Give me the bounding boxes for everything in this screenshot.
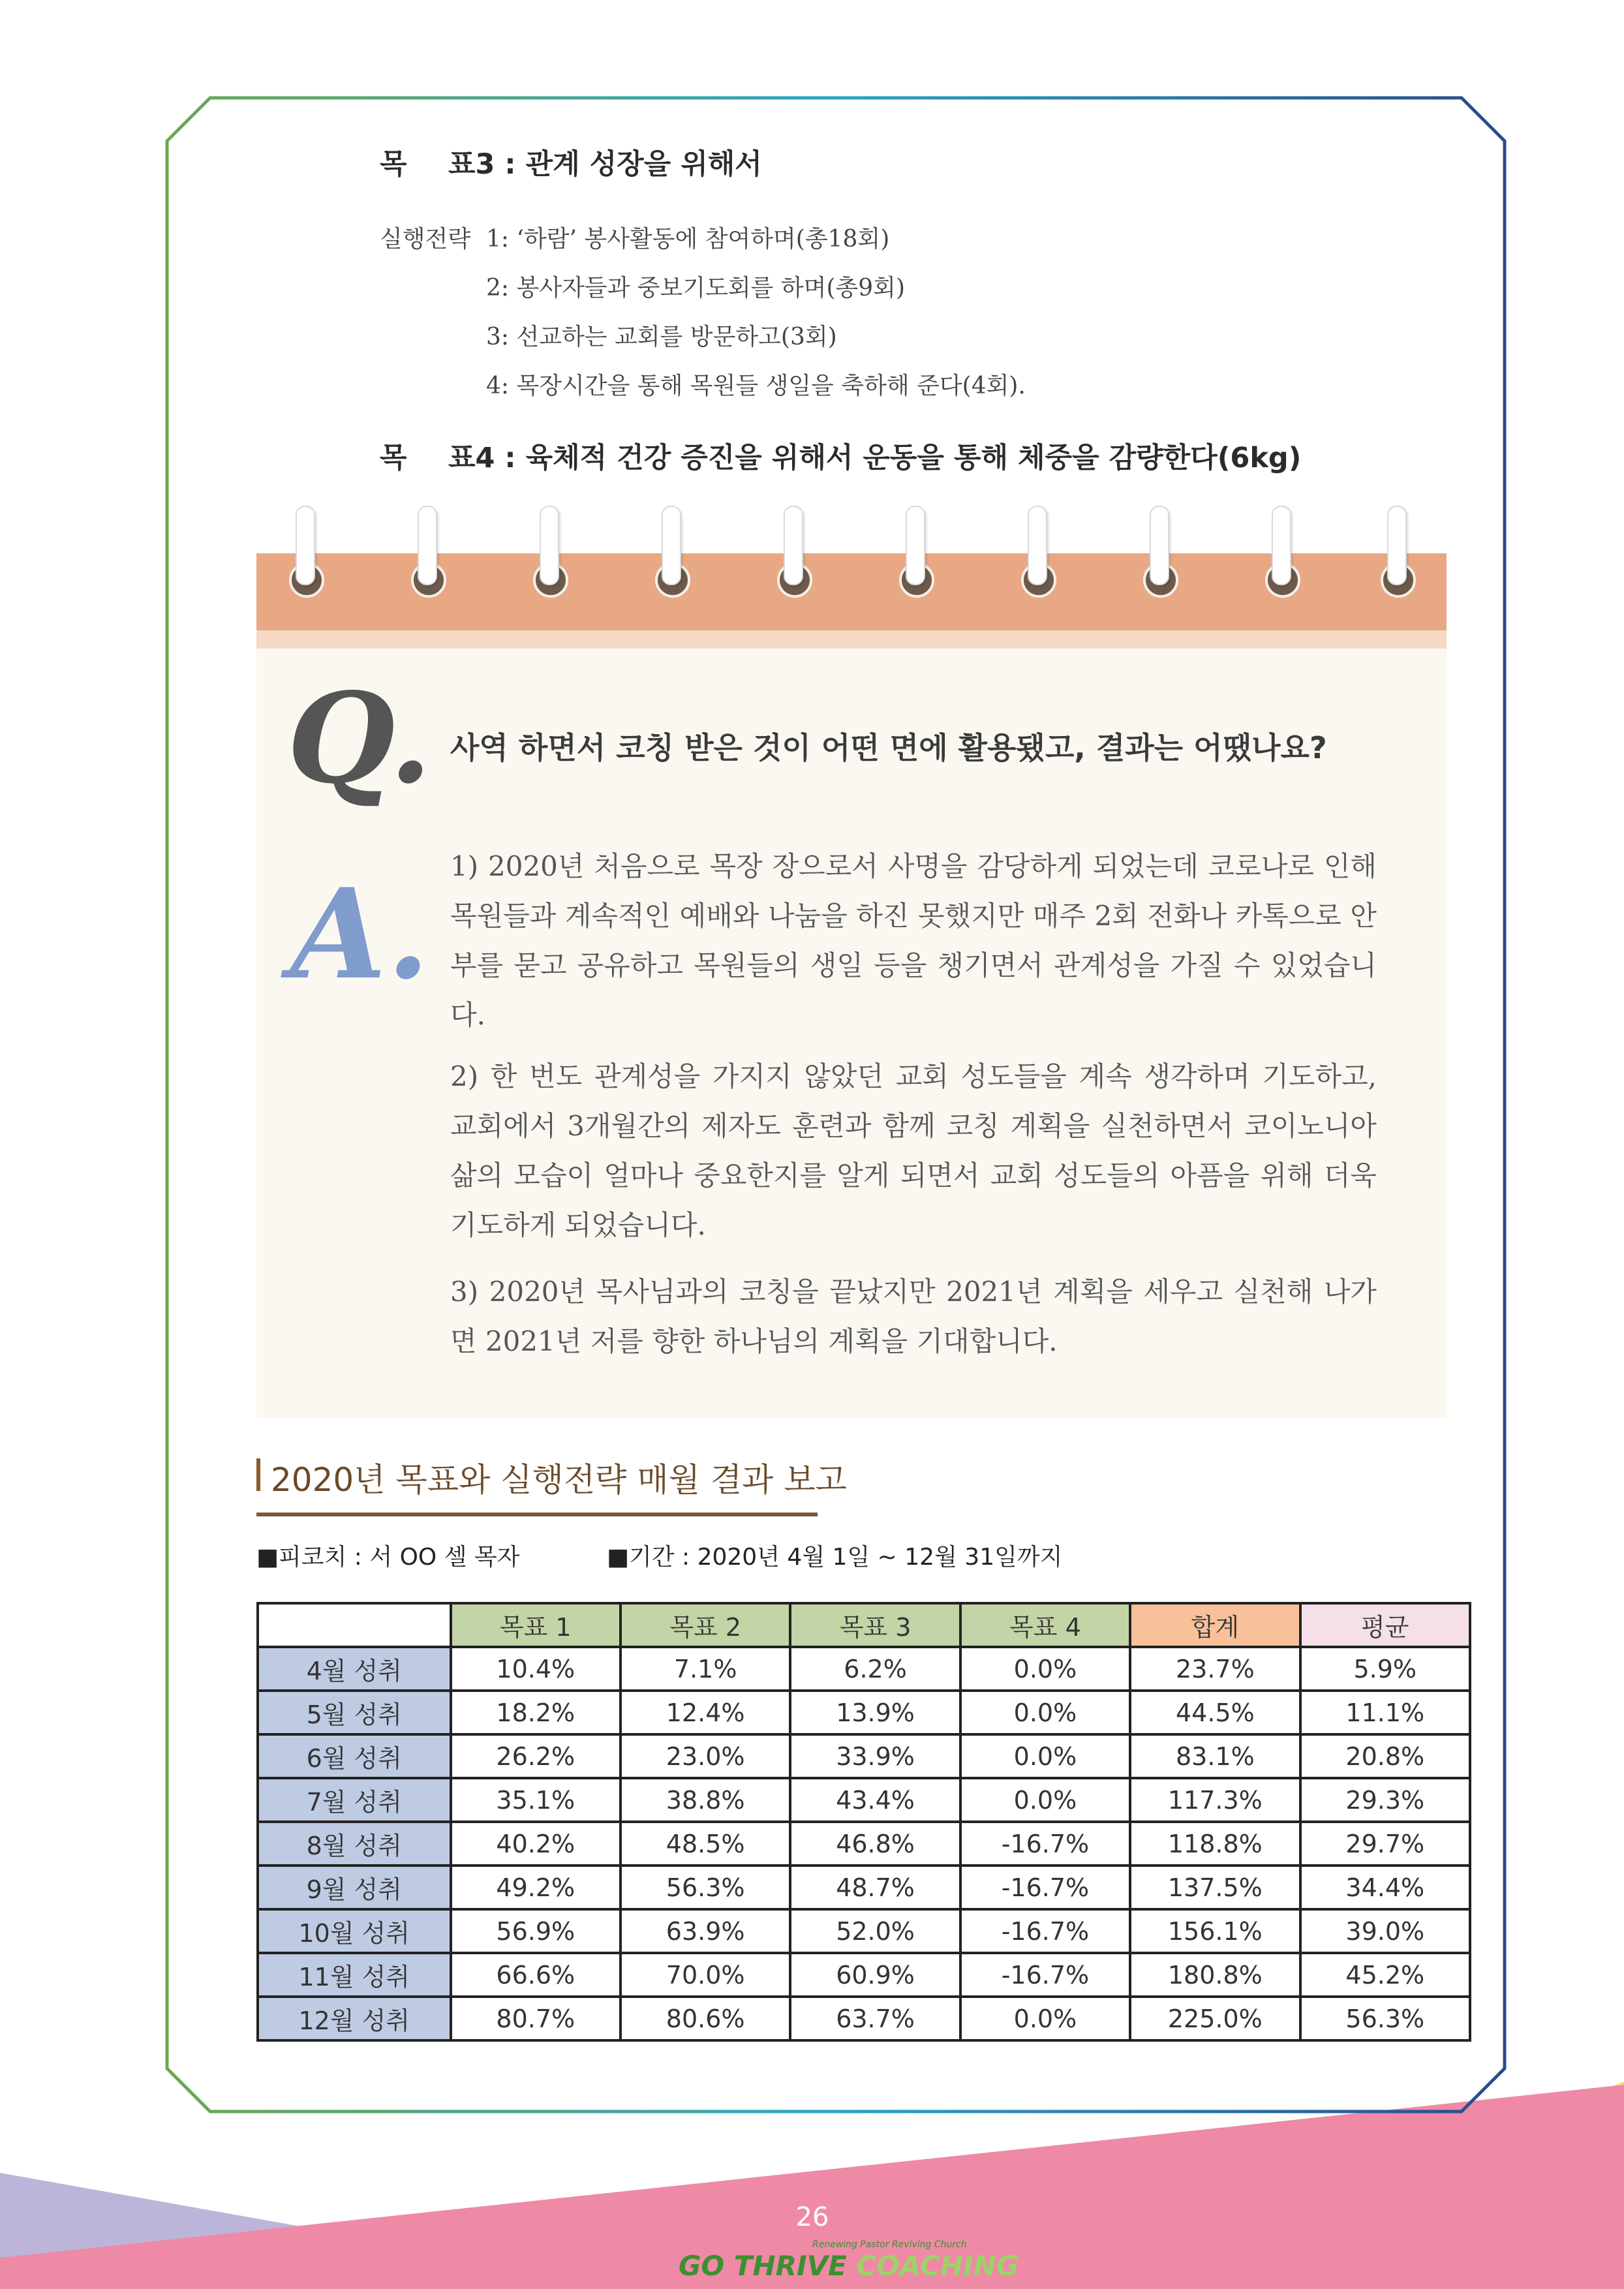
table-cell: 48.5%: [620, 1822, 790, 1866]
table-cell: 180.8%: [1130, 1953, 1300, 1997]
table-cell: 11.1%: [1300, 1691, 1470, 1734]
header-goal-1: 목표 1: [451, 1603, 620, 1647]
table-row: [258, 1691, 1470, 1734]
table-cell: 34.4%: [1300, 1866, 1470, 1909]
table-cell: 6.2%: [790, 1647, 960, 1691]
header-total: 합계: [1130, 1603, 1300, 1647]
answer-paragraph-3: 3) 2020년 목사님과의 코칭을 끝났지만 2021년 계획을 세우고 실천해 나가면 2021년 저를 향한 하나님의 계획을 기대합니다.: [450, 1276, 1377, 1357]
answer-paragraph-2: 2) 한 번도 관계성을 가지지 않았던 교회 성도들을 계속 생각하며 기도하고, 교회에서 3개월간의 제자도 훈련과 함께 코칭 계획을 실천하면서 코이노니아 삶의 모습이 얼마나 중요한지를 알게 되면서 교회 성도들의 아픔을 위해 더욱 기도하게 되었습니다.: [450, 1060, 1377, 1241]
table-cell: -16.7%: [960, 1822, 1130, 1866]
table-cell: 63.9%: [620, 1909, 790, 1953]
row-label: 7월 성취: [258, 1778, 451, 1822]
row-label: 5월 성취: [258, 1691, 451, 1734]
header-average: 평균: [1300, 1603, 1470, 1647]
header-goal-2: 목표 2: [620, 1603, 790, 1647]
table-cell: 63.7%: [790, 1997, 960, 2040]
table-cell: 80.6%: [620, 1997, 790, 2040]
table-header-row: [258, 1603, 1470, 1647]
table-cell: 80.7%: [451, 1997, 620, 2040]
row-label: 11월 성취: [258, 1953, 451, 1997]
table-row: [258, 1953, 1470, 1997]
table-cell: 5.9%: [1300, 1647, 1470, 1691]
a-letter: A.: [290, 861, 430, 1007]
table-cell: 0.0%: [960, 1997, 1130, 2040]
table-cell: 23.7%: [1130, 1647, 1300, 1691]
row-label: 8월 성취: [258, 1822, 451, 1866]
table-cell: 60.9%: [790, 1953, 960, 1997]
table-cell: 0.0%: [960, 1691, 1130, 1734]
row-label: 4월 성취: [258, 1647, 451, 1691]
table-cell: -16.7%: [960, 1909, 1130, 1953]
table-cell: 29.3%: [1300, 1778, 1470, 1822]
goal3-title: [380, 142, 762, 182]
calendar-header-edge: [256, 630, 1447, 649]
ring: [1387, 506, 1407, 585]
goal4-title: [380, 436, 1301, 476]
coachee-info: ■피코치 : 서 OO 셀 목자: [256, 1544, 520, 1571]
q-letter: Q.: [287, 666, 433, 811]
answer-paragraph-1: 1) 2020년 처음으로 목장 장으로서 사명을 감당하게 되었는데 코로나로 인해 목원들과 계속적인 예배와 나눔을 하진 못했지만 매주 2회 전화나 카톡으로 안부를 묻고 공유하고 목원들의 생일 등을 챙기면서 관계성을 가질 수 있었습니다.: [450, 850, 1377, 1031]
table-row: [258, 1909, 1470, 1953]
brand-logo: [679, 2250, 1019, 2282]
row-label: 9월 성취: [258, 1866, 451, 1909]
table-cell: 49.2%: [451, 1866, 620, 1909]
header-corner: [258, 1603, 451, 1647]
table-row: [258, 1647, 1470, 1691]
table-row: [258, 1734, 1470, 1778]
table-cell: 66.6%: [451, 1953, 620, 1997]
table-cell: 48.7%: [790, 1866, 960, 1909]
table-cell: 29.7%: [1300, 1822, 1470, 1866]
table-cell: 23.0%: [620, 1734, 790, 1778]
goal3-text: 표3 : 관계 성장을 위해서: [448, 148, 762, 181]
table-cell: 118.8%: [1130, 1822, 1300, 1866]
table-cell: 70.0%: [620, 1953, 790, 1997]
brand-tagline: Renewing Pastor Reviving Church: [812, 2239, 967, 2250]
row-label: 6월 성취: [258, 1734, 451, 1778]
table-cell: 0.0%: [960, 1734, 1130, 1778]
table-cell: 52.0%: [790, 1909, 960, 1953]
report-table: [256, 1602, 1471, 2042]
table-cell: 26.2%: [451, 1734, 620, 1778]
page-number: 26: [795, 2202, 829, 2232]
header-goal-3: 목표 3: [790, 1603, 960, 1647]
table-cell: 137.5%: [1130, 1866, 1300, 1909]
period-info: ■기간 : 2020년 4월 1일 ~ 12월 31일까지: [607, 1544, 1063, 1571]
goal4-prefix: 목: [380, 442, 407, 474]
ring: [296, 506, 315, 585]
report-title: [256, 1454, 847, 1501]
section-underline: [256, 1513, 818, 1516]
strategy-item-3: 3: 선교하는 교회를 방문하고(3회): [486, 324, 837, 350]
table-cell: 56.9%: [451, 1909, 620, 1953]
ring: [784, 506, 803, 585]
table-cell: 43.4%: [790, 1778, 960, 1822]
strategy-label: 실행전략: [380, 226, 471, 253]
row-label: 10월 성취: [258, 1909, 451, 1953]
brand-sub: COACHING: [856, 2250, 1019, 2282]
table-cell: 13.9%: [790, 1691, 960, 1734]
ring: [1272, 506, 1291, 585]
table-body: [258, 1647, 1470, 2040]
table-cell: 56.3%: [620, 1866, 790, 1909]
ring: [1028, 506, 1047, 585]
table-cell: 33.9%: [790, 1734, 960, 1778]
table-cell: 83.1%: [1130, 1734, 1300, 1778]
ring: [906, 506, 925, 585]
table-row: [258, 1778, 1470, 1822]
goal4-text: 표4 : 육체적 건강 증진을 위해서 운동을 통해 체중을 감량한다(6kg): [448, 442, 1302, 474]
table-cell: 225.0%: [1130, 1997, 1300, 2040]
ring: [540, 506, 559, 585]
table-cell: 40.2%: [451, 1822, 620, 1866]
table-cell: 38.8%: [620, 1778, 790, 1822]
table-cell: 0.0%: [960, 1647, 1130, 1691]
table-cell: -16.7%: [960, 1866, 1130, 1909]
table-cell: 39.0%: [1300, 1909, 1470, 1953]
strategy-item-1: 1: ‘하람’ 봉사활동에 참여하며(총18회): [486, 226, 890, 253]
table-row: [258, 1866, 1470, 1909]
ring: [1150, 506, 1169, 585]
table-cell: 44.5%: [1130, 1691, 1300, 1734]
row-label: 12월 성취: [258, 1997, 451, 2040]
strategy-item-2: 2: 봉사자들과 중보기도회를 하며(총9회): [486, 275, 905, 301]
table-cell: 156.1%: [1130, 1909, 1300, 1953]
ring: [662, 506, 681, 585]
report-title-text: 2020년 목표와 실행전략 매월 결과 보고: [271, 1461, 847, 1499]
table-cell: 35.1%: [451, 1778, 620, 1822]
table-cell: 18.2%: [451, 1691, 620, 1734]
table-row: [258, 1997, 1470, 2040]
table-cell: 0.0%: [960, 1778, 1130, 1822]
table-cell: 20.8%: [1300, 1734, 1470, 1778]
ring: [418, 506, 437, 585]
table-cell: 7.1%: [620, 1647, 790, 1691]
table-cell: 46.8%: [790, 1822, 960, 1866]
table-row: [258, 1822, 1470, 1866]
table-cell: 56.3%: [1300, 1997, 1470, 2040]
table-cell: 10.4%: [451, 1647, 620, 1691]
goal3-prefix: 목: [380, 148, 407, 181]
brand-main: GO THRIVE: [679, 2250, 847, 2282]
table-cell: 45.2%: [1300, 1953, 1470, 1997]
table-cell: 117.3%: [1130, 1778, 1300, 1822]
header-goal-4: 목표 4: [960, 1603, 1130, 1647]
table-cell: -16.7%: [960, 1953, 1130, 1997]
question-text: 사역 하면서 코칭 받은 것이 어떤 면에 활용됐고, 결과는 어땠나요?: [450, 730, 1327, 765]
strategy-item-4: 4: 목장시간을 통해 목원들 생일을 축하해 준다(4회).: [486, 373, 1026, 399]
table-cell: 12.4%: [620, 1691, 790, 1734]
